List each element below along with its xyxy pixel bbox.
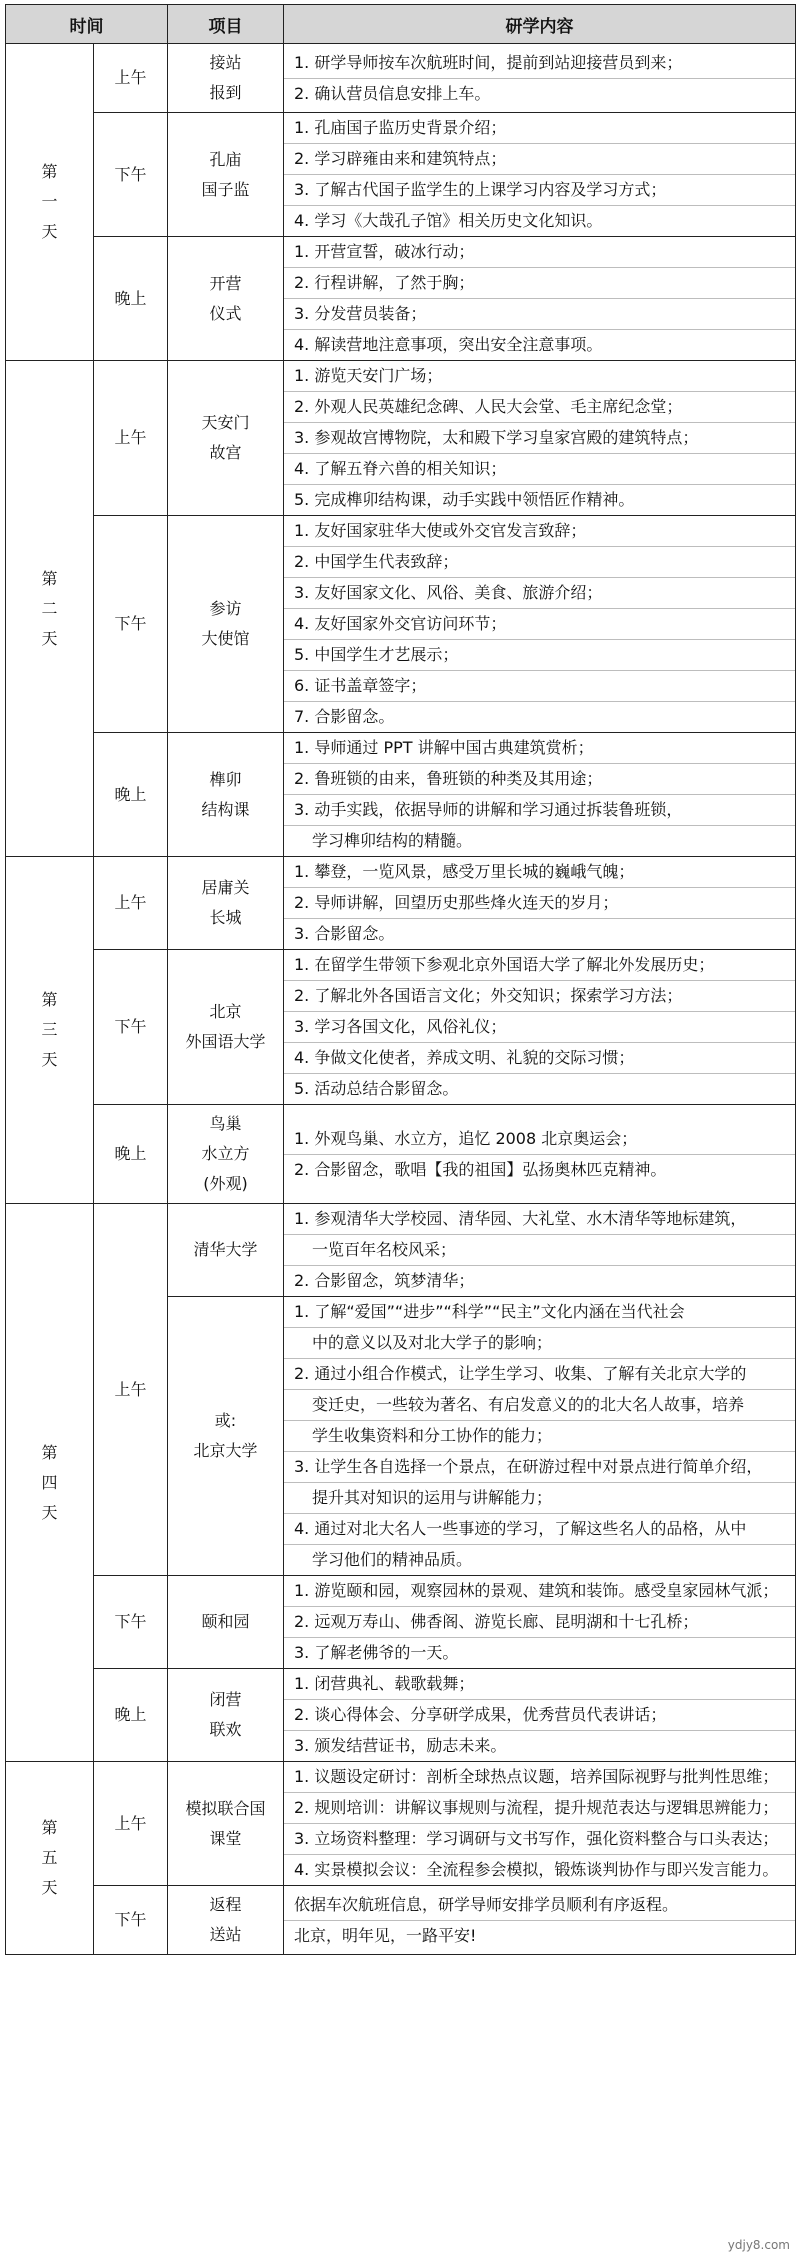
activity-name-line: 鸟巢 [209, 1114, 242, 1133]
activity-name-line: 模拟联合国 [185, 1798, 266, 1818]
table-row [6, 237, 796, 361]
content-line: 中的意义以及对北大学子的影响； [284, 1328, 795, 1359]
table-row [6, 733, 796, 857]
activity-name-line: 长城 [209, 908, 242, 927]
activity-name [168, 113, 284, 237]
activity-content [284, 1204, 796, 1297]
table-row [6, 857, 796, 950]
content-line: 1. 游览颐和园，观察园林的景观、建筑和装饰。感受皇家园林气派； [284, 1576, 795, 1607]
day-label-char: 第 [41, 1442, 58, 1462]
content-line: 1. 孔庙国子监历史背景介绍； [284, 113, 795, 144]
content-line: 1. 外观鸟巢、水立方，追忆 2008 北京奥运会； [284, 1124, 795, 1155]
activity-name-line: 仪式 [209, 303, 242, 323]
header-item: 项目 [168, 5, 284, 44]
activity-name-line: 孔庙 [209, 149, 242, 169]
table-row [6, 361, 796, 516]
activity-name-line: (外观) [203, 1174, 248, 1193]
content-line: 2. 外观人民英雄纪念碑、人民大会堂、毛主席纪念堂； [284, 392, 795, 423]
content-line: 3. 了解老佛爷的一天。 [294, 1643, 459, 1662]
content-line: 4. 实景模拟会议：全流程参会模拟，锻炼谈判协作与即兴发言能力。 [294, 1860, 779, 1879]
day-label [6, 44, 94, 361]
content-line: 2. 了解北外各国语言文化；外交知识；探索学习方法； [284, 981, 795, 1012]
activity-name [168, 44, 284, 113]
activity-name-line: 课堂 [209, 1828, 242, 1848]
header-time: 时间 [6, 5, 168, 44]
table-row [6, 1886, 796, 1955]
activity-content [284, 1669, 796, 1762]
activity-name [168, 1886, 284, 1955]
activity-content [284, 857, 796, 950]
content-line: 1. 导师通过 PPT 讲解中国古典建筑赏析； [284, 733, 795, 764]
table-row [6, 1762, 796, 1886]
content-line: 1. 友好国家驻华大使或外交官发言致辞； [284, 516, 795, 547]
activity-content [284, 237, 796, 361]
content-line: 5. 完成榫卯结构课，动手实践中领悟匠作精神。 [294, 490, 635, 509]
content-line: 4. 学习《大哉孔子馆》相关历史文化知识。 [294, 211, 603, 230]
content-line: 1. 开营宣誓，破冰行动； [284, 237, 795, 268]
content-line: 3. 立场资料整理：学习调研与文书写作，强化资料整合与口头表达； [284, 1824, 795, 1855]
content-line: 3. 让学生各自选择一个景点，在研游过程中对景点进行简单介绍， [284, 1452, 795, 1483]
activity-content [284, 733, 796, 857]
activity-name-line: 榫卯 [209, 769, 242, 789]
activity-name [168, 1105, 284, 1204]
content-line: 提升其对知识的运用与讲解能力； [284, 1483, 795, 1514]
period-label: 上午 [94, 361, 168, 516]
content-line: 2. 合影留念，歌唱【我的祖国】弘扬奥林匹克精神。 [294, 1159, 667, 1179]
period-label: 下午 [94, 1576, 168, 1669]
activity-content [284, 1886, 796, 1955]
itinerary-table-wrapper [5, 4, 795, 1955]
content-line: 4. 解读营地注意事项，突出安全注意事项。 [294, 335, 603, 354]
table-row [6, 1204, 796, 1297]
activity-name [168, 1576, 284, 1669]
activity-name-line: 颐和园 [201, 1612, 250, 1631]
activity-content [284, 1762, 796, 1886]
content-line: 2. 中国学生代表致辞； [284, 547, 795, 578]
day-label-char: 第 [41, 162, 58, 181]
activity-name-line: 清华大学 [193, 1240, 258, 1259]
period-label: 下午 [94, 516, 168, 733]
day-label-char: 天 [41, 1050, 58, 1069]
activity-name-line: 居庸关 [201, 878, 250, 897]
day-label-char: 天 [41, 1878, 58, 1897]
content-line: 北京，明年见，一路平安! [294, 1925, 477, 1945]
activity-name-line: 北京 [209, 1002, 242, 1021]
content-line: 3. 动手实践，依据导师的讲解和学习通过拆装鲁班锁， [284, 795, 795, 826]
activity-content [284, 361, 796, 516]
activity-content [284, 1105, 796, 1204]
content-line: 2. 行程讲解，了然于胸； [284, 268, 795, 299]
activity-name [168, 1204, 284, 1297]
table-row [6, 44, 796, 113]
content-line: 2. 导师讲解，回望历史那些烽火连天的岁月； [284, 888, 795, 919]
day-label-char: 天 [41, 628, 58, 648]
day-label [6, 361, 94, 857]
content-line: 1. 参观清华大学校园、清华园、大礼堂、水木清华等地标建筑， [284, 1204, 795, 1235]
content-line: 1. 在留学生带领下参观北京外国语大学了解北外发展历史； [284, 950, 795, 981]
activity-name-line: 水立方 [201, 1144, 250, 1163]
activity-name-line: 结构课 [201, 799, 250, 819]
day-label-char: 第 [41, 990, 58, 1009]
activity-name-line: 联欢 [209, 1720, 242, 1739]
table-row [6, 516, 796, 733]
activity-name-line: 北京大学 [193, 1441, 258, 1460]
period-label: 上午 [94, 1762, 168, 1886]
period-label: 上午 [94, 44, 168, 113]
content-line: 3. 分发营员装备； [284, 299, 795, 330]
activity-name [168, 1669, 284, 1762]
activity-name [168, 516, 284, 733]
itinerary-table [5, 4, 796, 1955]
content-line: 1. 议题设定研讨：剖析全球热点议题，培养国际视野与批判性思维； [284, 1762, 795, 1793]
activity-name-line: 接站 [209, 53, 242, 72]
period-label: 晚上 [94, 1105, 168, 1204]
day-label [6, 1204, 94, 1762]
activity-content [284, 44, 796, 113]
day-label-char: 天 [41, 222, 58, 241]
activity-name-line: 开营 [209, 273, 242, 293]
content-line: 变迁史，一些较为著名、有启发意义的的北大名人故事，培养 [284, 1390, 795, 1421]
table-body [6, 44, 796, 1955]
activity-name-line: 外国语大学 [185, 1032, 266, 1051]
content-line: 1. 游览天安门广场； [284, 361, 795, 392]
content-line: 3. 合影留念。 [294, 924, 395, 943]
period-label: 下午 [94, 113, 168, 237]
activity-content [284, 950, 796, 1105]
content-line: 3. 学习各国文化，风俗礼仪； [284, 1012, 795, 1043]
content-line: 2. 合影留念，筑梦清华； [294, 1271, 475, 1290]
content-line: 3. 了解古代国子监学生的上课学习内容及学习方式； [284, 175, 795, 206]
activity-name-line: 天安门 [201, 413, 250, 432]
content-line: 1. 了解“爱国”“进步”“科学”“民主”文化内涵在当代社会 [284, 1297, 795, 1328]
activity-name-line: 报到 [209, 83, 242, 102]
activity-name [168, 950, 284, 1105]
day-label [6, 857, 94, 1204]
activity-content [284, 516, 796, 733]
content-line: 4. 友好国家外交官访问环节； [284, 609, 795, 640]
table-row [6, 113, 796, 237]
content-line: 2. 通过小组合作模式，让学生学习、收集、了解有关北京大学的 [284, 1359, 795, 1390]
content-line: 2. 确认营员信息安排上车。 [294, 83, 491, 103]
table-row [6, 1669, 796, 1762]
activity-name-line: 国子监 [201, 179, 250, 199]
content-line: 4. 了解五脊六兽的相关知识； [284, 454, 795, 485]
content-line: 4. 通过对北大名人一些事迹的学习，了解这些名人的品格，从中 [284, 1514, 795, 1545]
activity-content [284, 113, 796, 237]
content-line: 1. 闭营典礼、载歌载舞； [284, 1669, 795, 1700]
content-line: 1. 攀登，一览风景，感受万里长城的巍峨气魄； [284, 857, 795, 888]
content-line: 学生收集资料和分工协作的能力； [284, 1421, 795, 1452]
content-line: 3. 参观故宫博物院，太和殿下学习皇家宫殿的建筑特点； [284, 423, 795, 454]
table-header-row [6, 5, 796, 44]
table-row [6, 950, 796, 1105]
period-label: 上午 [94, 1204, 168, 1576]
content-line: 学习榫卯结构的精髓。 [312, 831, 473, 850]
activity-name [168, 361, 284, 516]
day-label-char: 三 [41, 1020, 58, 1039]
period-label: 上午 [94, 857, 168, 950]
period-label: 晚上 [94, 1669, 168, 1762]
day-label-char: 一 [41, 192, 58, 211]
content-line: 7. 合影留念。 [294, 707, 395, 726]
period-label: 晚上 [94, 733, 168, 857]
content-line: 6. 证书盖章签字； [284, 671, 795, 702]
day-label-char: 五 [41, 1848, 58, 1867]
content-line: 2. 规则培训：讲解议事规则与流程，提升规范表达与逻辑思辨能力； [284, 1793, 795, 1824]
period-label: 晚上 [94, 237, 168, 361]
content-line: 依据车次航班信息，研学导师安排学员顺利有序返程。 [284, 1890, 795, 1921]
activity-name-line: 参访 [209, 599, 242, 618]
content-line: 1. 研学导师按车次航班时间，提前到站迎接营员到来； [284, 48, 795, 79]
activity-name-line: 故宫 [209, 443, 242, 462]
activity-name [168, 237, 284, 361]
content-line: 3. 友好国家文化、风俗、美食、旅游介绍； [284, 578, 795, 609]
period-label: 下午 [94, 1886, 168, 1955]
activity-name [168, 1762, 284, 1886]
content-line: 学习他们的精神品质。 [312, 1550, 473, 1569]
activity-name-line: 闭营 [209, 1690, 242, 1709]
table-row [6, 1576, 796, 1669]
day-label-char: 二 [41, 598, 58, 618]
content-line: 一览百年名校风采； [284, 1235, 795, 1266]
content-line: 2. 学习辟雍由来和建筑特点； [284, 144, 795, 175]
site-watermark: ydjy8.com [727, 2238, 790, 2252]
activity-name [168, 733, 284, 857]
content-line: 5. 中国学生才艺展示； [284, 640, 795, 671]
period-label: 下午 [94, 950, 168, 1105]
activity-name [168, 1297, 284, 1576]
activity-content [284, 1576, 796, 1669]
day-label-char: 天 [41, 1502, 58, 1522]
day-label-char: 第 [41, 1818, 58, 1837]
activity-content [284, 1297, 796, 1576]
content-line: 4. 争做文化使者，养成文明、礼貌的交际习惯； [284, 1043, 795, 1074]
content-line: 5. 活动总结合影留念。 [294, 1079, 459, 1098]
day-label-char: 第 [41, 568, 58, 588]
table-row [6, 1105, 796, 1204]
day-label-char: 四 [41, 1472, 58, 1492]
day-label [6, 1762, 94, 1955]
content-line: 2. 远观万寿山、佛香阁、游览长廊、昆明湖和十七孔桥； [284, 1607, 795, 1638]
activity-name [168, 857, 284, 950]
activity-name-line: 返程 [209, 1895, 242, 1914]
content-line: 2. 鲁班锁的由来，鲁班锁的种类及其用途； [284, 764, 795, 795]
content-line: 2. 谈心得体会、分享研学成果，优秀营员代表讲话； [284, 1700, 795, 1731]
activity-name-line: 大使馆 [201, 629, 250, 648]
content-line: 3. 颁发结营证书，励志未来。 [294, 1736, 507, 1755]
header-content: 研学内容 [284, 5, 796, 44]
activity-name-line: 或: [214, 1411, 237, 1430]
activity-name-line: 送站 [209, 1925, 242, 1944]
